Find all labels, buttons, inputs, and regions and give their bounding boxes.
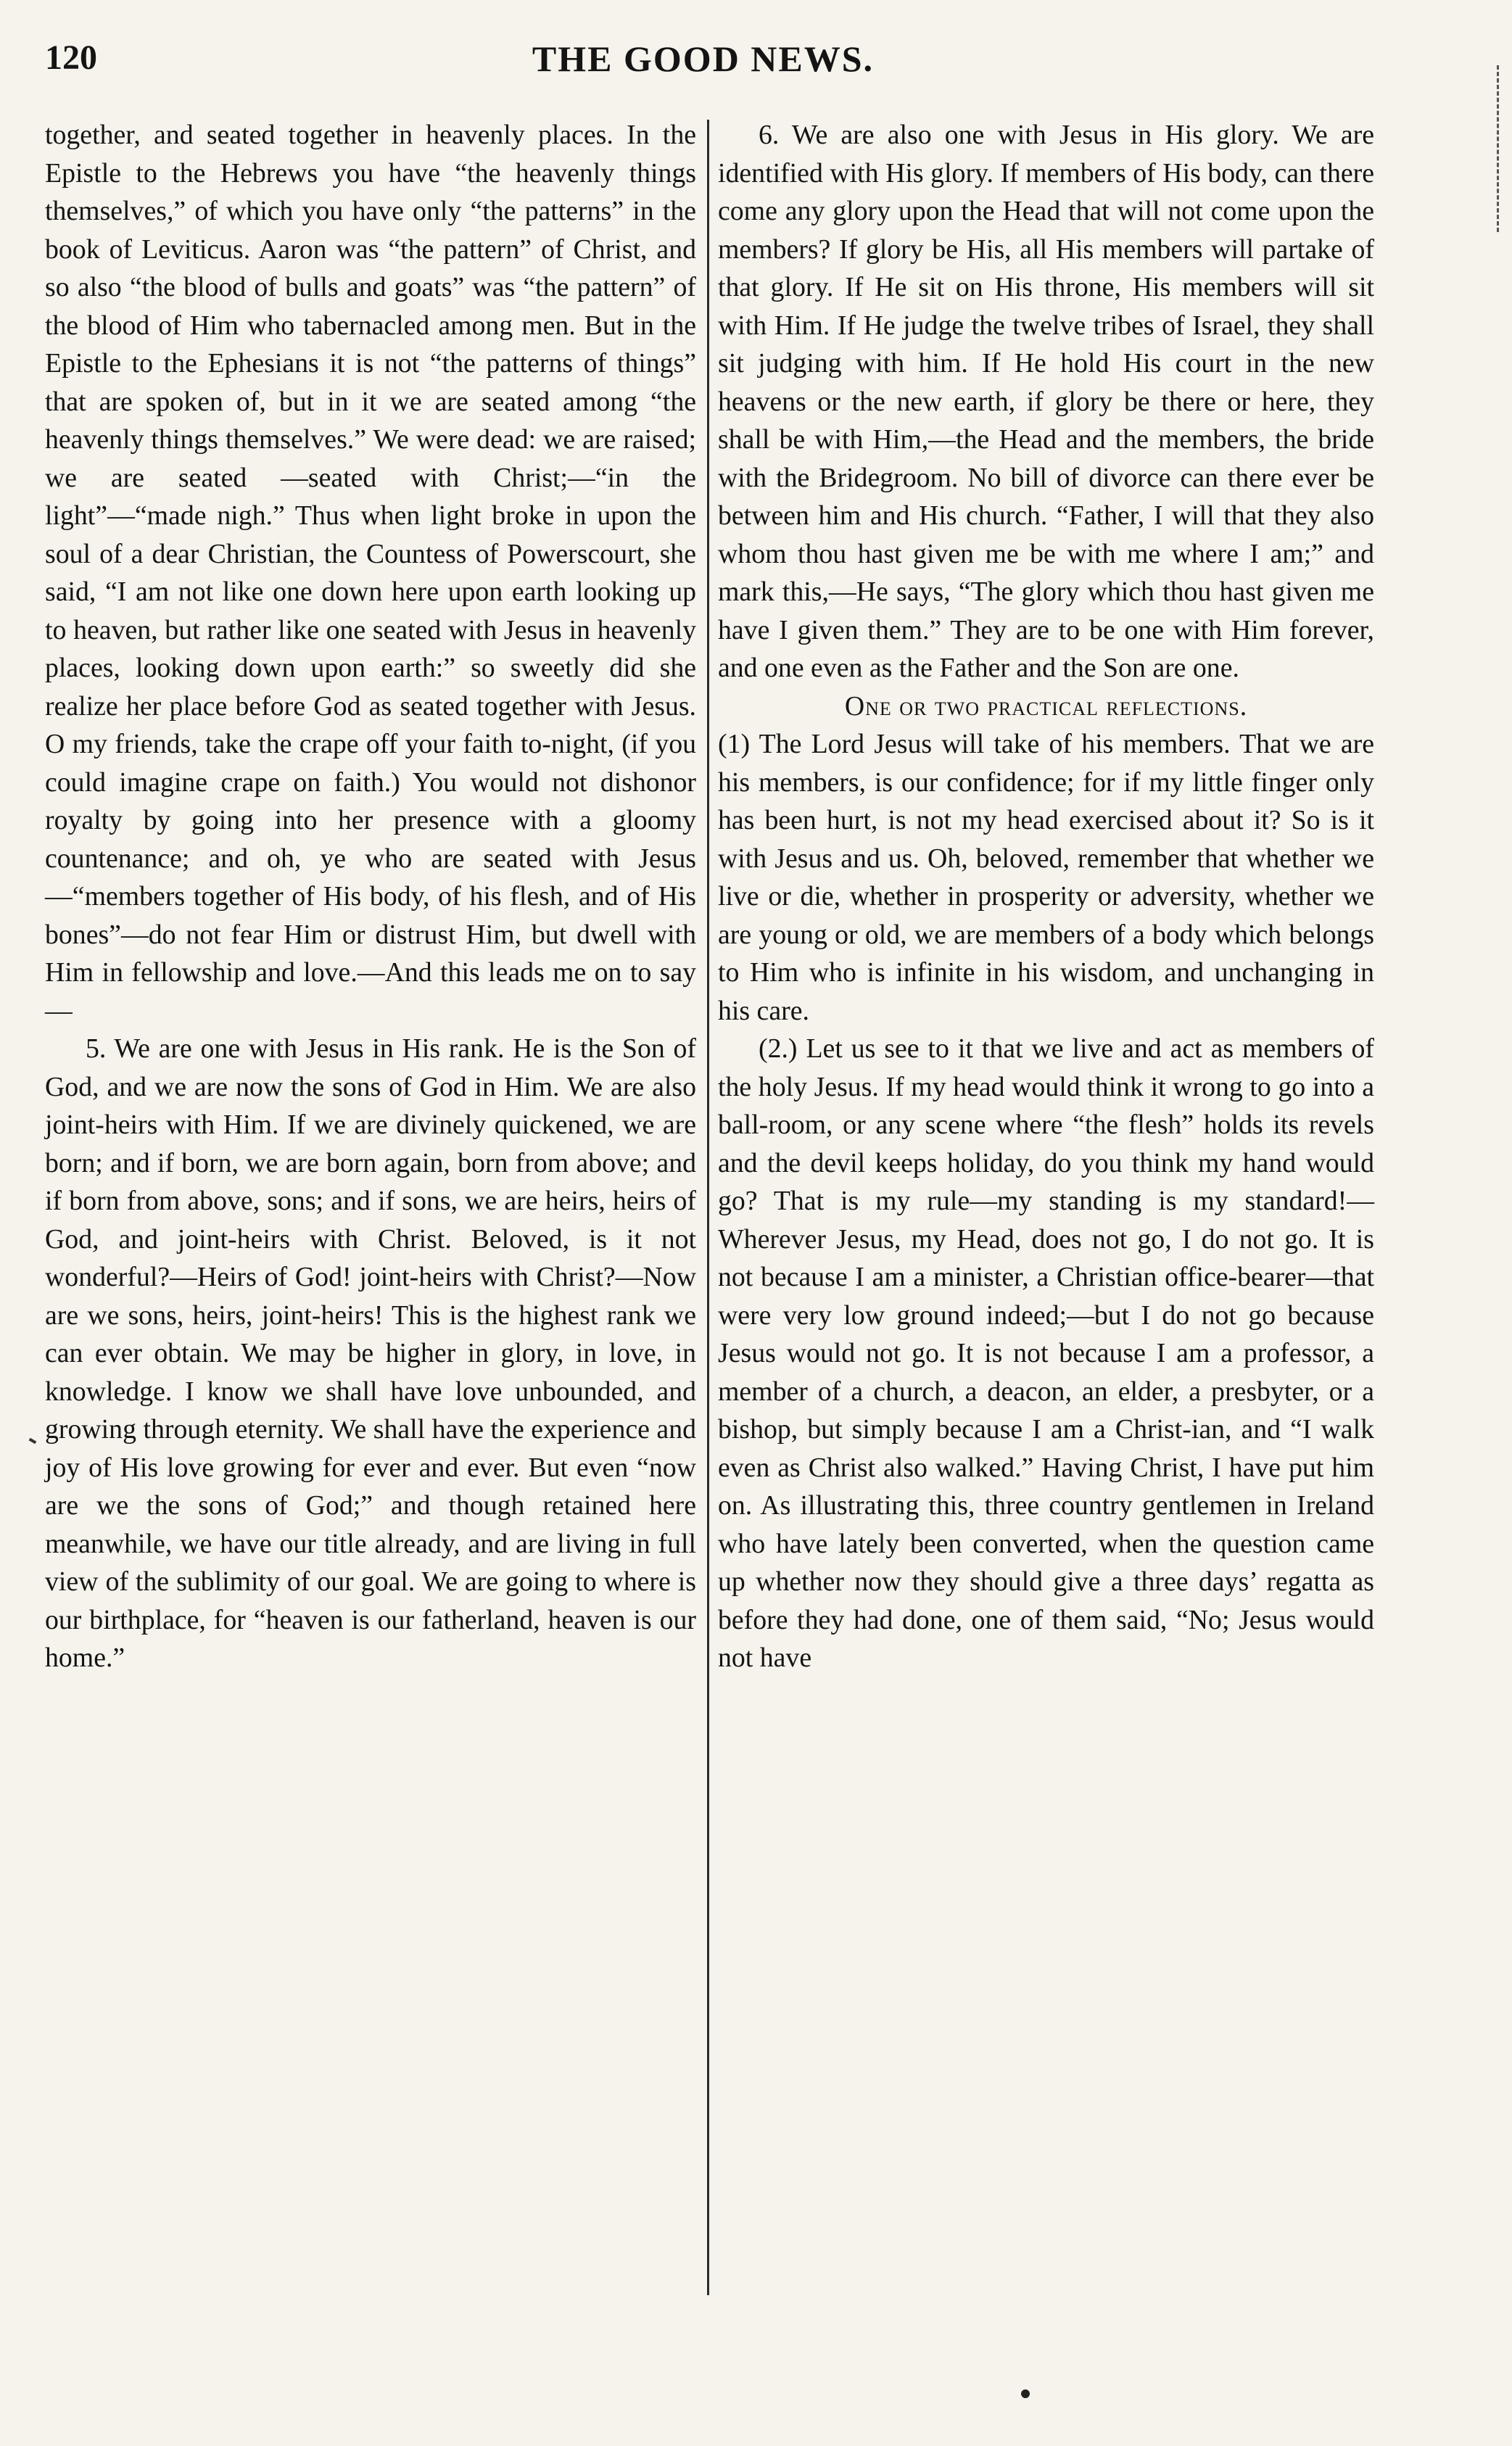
column-divider (707, 120, 709, 2295)
paragraph-reflection-2: (2.) Let us see to it that we live and act as members of the holy Jesus. If my head would think it wrong to go into a ball-room, or any scene where “the flesh” holds its revels and the devil keeps holiday, do you think my hand would go? That is my rule—my standing is my standard!—Wherever Jesus, my Head, does not go, I do not go. It is not because I am a minister, a Christian office-bearer—that were very low ground indeed;—but I do not go because Jesus would not go. It is not because I am a professor, a member of a church, a deacon, an elder, a presbyter, or a bishop, but simply because I am a Christ-ian, and “I walk even as Christ also walked.” Having Christ, I have put him on. As illustrating this, three country gentlemen in Ireland who have lately been converted, when the question came up whether now they should give a three days’ regatta as before they had done, one of them said, “No; Jesus would not have (718, 1033, 1374, 1673)
paragraph-reflection-1: (1) The Lord Jesus will take of his members. That we are his members, is our confidence; for if my little finger only has been hurt, is not my head exercised about it? So is it with Jesus and us. Oh, beloved, remember that whether we live or die, whether in prosperity or adversity, whether we are young or old, we are members of a body which belongs to Him who is infinite in his wisdom, and unchanging in his care. (718, 729, 1374, 1026)
section-heading-practical-reflections: One or two practical reflections. (844, 690, 1248, 722)
left-column (45, 116, 696, 1677)
page-number: 120 (45, 38, 97, 77)
ink-mark (29, 1438, 37, 1444)
paragraph-one-in-glory: 6. We are also one with Jesus in His glory. We are identified with His glory. If members of His body, can there come any glory upon the Head that will not come upon the members? If glory be His, all His members will partake of that glory. If He sit on His throne, His members will sit with Him. If He judge the twelve tribes of Israel, they shall sit judging with him. If He hold His court in the new heavens or the new earth, if glory be there or here, they shall be with Him,—the Head and the members, the bride with the Bridegroom. No bill of divorce can there ever be between him and His church. “Father, I will that they also whom thou hast given me be with me where I am;” and mark this,—He says, “The glory which thou hast given me have I given them.” They are to be one with Him forever, and one even as the Father and the Son are one. (718, 120, 1374, 683)
page-header (45, 38, 1361, 96)
paragraph-seated-together: together, and seated together in heavenly places. In the Epistle to the Hebrews you have “the heavenly things themselves,” of which you have only “the patterns” in the book of Leviticus. Aaron was “the pattern” of Christ, and so also “the blood of bulls and goats” was “the pattern” of the blood of Him who tabernacled among men. But in the Epistle to the Ephesians it is not “the patterns of things” that are spoken of, but in it we are seated among “the heavenly things themselves.” We were dead: we are raised; we are seated —seated with Christ;—“in the light”—“made nigh.” Thus when light broke in upon the soul of a dear Christian, the Countess of Powerscourt, she said, “I am not like one down here upon earth looking up to heaven, but rather like one seated with Jesus in heavenly places, looking down upon earth:” so sweetly did she realize her place before God as seated together with Jesus. O my friends, take the crape off your faith to-night, (if you could imagine crape on faith.) You would not dishonor royalty by going into her presence with a gloomy countenance; and oh, ye who are seated with Jesus—“members together of His body, of his flesh, and of His bones”—do not fear Him or distrust Him, but dwell with Him in fellowship and love.—And this leads me on to say— (45, 120, 696, 1026)
ink-dot (1021, 2389, 1030, 2398)
running-title: THE GOOD NEWS. (532, 38, 875, 79)
right-column (718, 116, 1374, 1677)
paragraph-one-in-rank: 5. We are one with Jesus in His rank. He is the Son of God, and we are now the sons of God in Him. We are also joint-heirs with Him. If we are divinely quickened, we are born; and if born, we are born again, born from above; and if born from above, sons; and if sons, we are heirs, heirs of God, and joint-heirs with Christ. Beloved, is it not wonderful?—Heirs of God! joint-heirs with Christ?—Now are we sons, heirs, joint-heirs! This is the highest rank we can ever obtain. We may be higher in glory, in love, in knowledge. I know we shall have love unbounded, and growing through eternity. We shall have the experience and joy of His love growing for ever and ever. But even “now are we the sons of God;” and though retained here meanwhile, we have our title already, and are living in full view of the sublimity of our goal. We are going to where is our birthplace, for “heaven is our fatherland, heaven is our home.” (45, 1033, 696, 1673)
page-edge-mark (1491, 65, 1499, 232)
